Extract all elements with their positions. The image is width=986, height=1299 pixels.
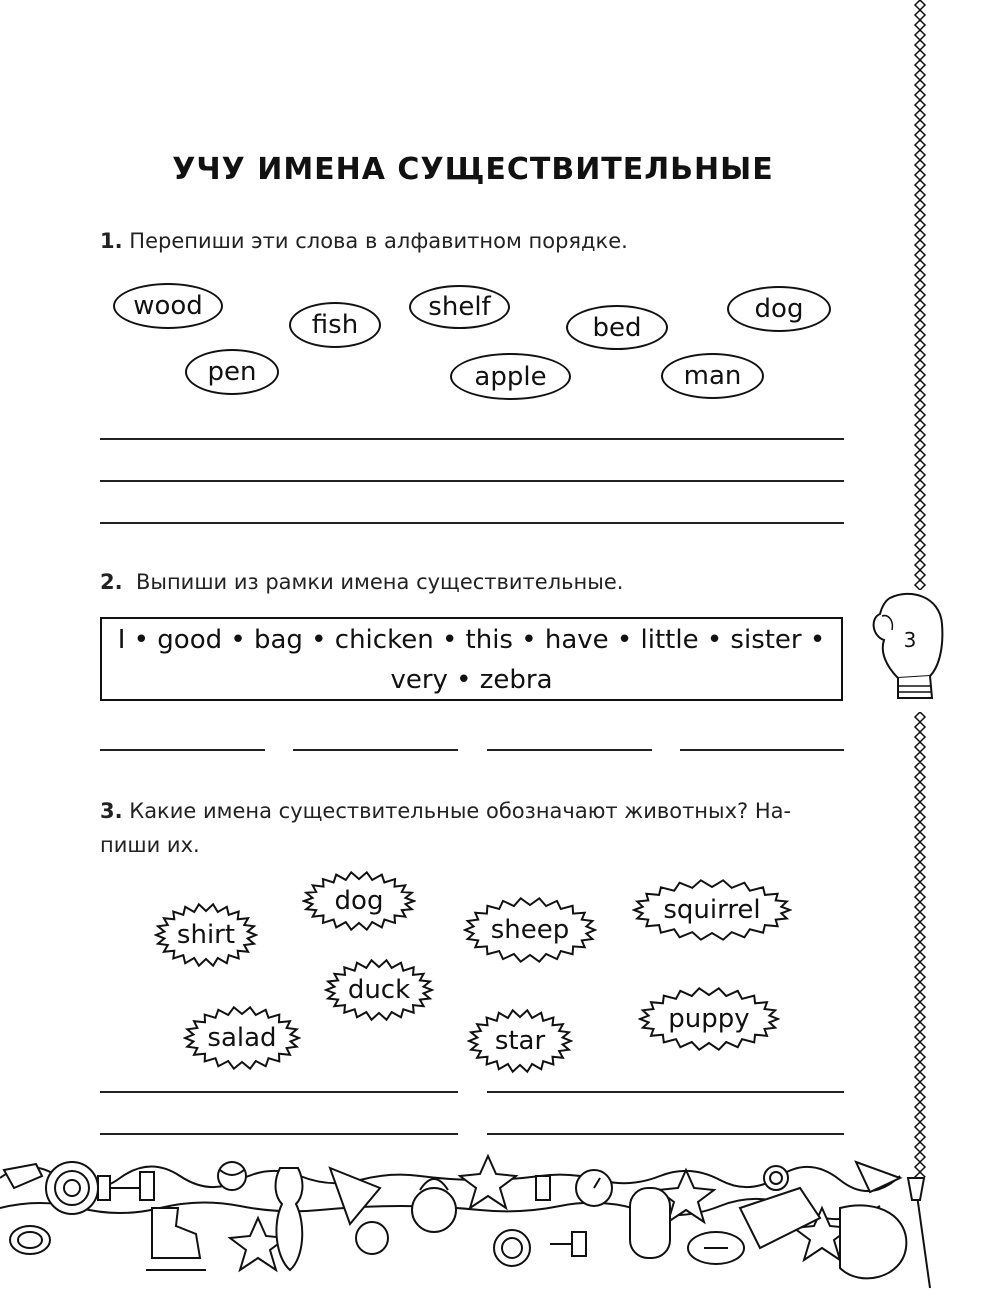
word-oval-shelf: shelf [409,285,510,329]
zigzag-border-bottom [905,712,935,1177]
word-burst-squirrel: squirrel [632,878,792,942]
word-box [100,617,843,701]
word-oval-man: man [661,353,764,399]
task-1-instruction [100,224,628,258]
task-1-number: 1. [100,229,123,253]
answer-line-1[interactable] [100,438,844,440]
answer-line-6[interactable] [100,1133,458,1135]
word-oval-dog: dog [727,286,831,332]
page-number: 3 [903,628,917,652]
word-box-line-1: I • good • bag • chicken • this • have • little • sister • [117,625,826,655]
answer-line-4[interactable] [100,1091,458,1093]
word-box-line-2: very • zebra [390,665,553,695]
word-burst-dog: dog [302,870,416,932]
word-burst-salad: salad [183,1005,301,1071]
answer-line-3[interactable] [100,522,844,524]
task-3-text-line-1: Какие имена существительные обозначают животных? На- [129,799,792,823]
task-3-text-line-2: пиши их. [100,833,200,857]
answer-line-7[interactable] [487,1133,844,1135]
sports-doodle-border [0,1148,986,1299]
answer-short-line-1[interactable] [100,749,265,751]
task-2-instruction [100,565,623,599]
task-2-text: Выпиши из рамки имена существительные. [135,570,624,594]
word-burst-puppy: puppy [638,986,780,1052]
word-oval-apple: apple [450,353,571,400]
task-2-number: 2. [100,570,123,594]
word-oval-fish: fish [289,302,381,348]
answer-line-2[interactable] [100,480,844,482]
word-oval-wood: wood [113,283,223,329]
task-1-text: Перепиши эти слова в алфавитном порядке. [129,229,628,253]
word-oval-pen: pen [185,349,279,395]
boxing-glove-icon [868,590,948,715]
task-3-number: 3. [100,799,123,823]
answer-short-line-3[interactable] [487,749,652,751]
word-burst-star: star [467,1008,573,1074]
word-burst-duck: duck [324,958,434,1022]
answer-line-5[interactable] [487,1091,844,1093]
answer-short-line-4[interactable] [680,749,844,751]
page-title: УЧУ ИМЕНА СУЩЕСТВИТЕЛЬНЫЕ [172,152,774,187]
zigzag-border-top [905,0,935,590]
answer-short-line-2[interactable] [293,749,458,751]
task-3-instruction [100,794,791,862]
word-burst-sheep: sheep [463,896,597,964]
word-burst-shirt: shirt [154,902,258,968]
word-oval-bed: bed [566,305,668,350]
